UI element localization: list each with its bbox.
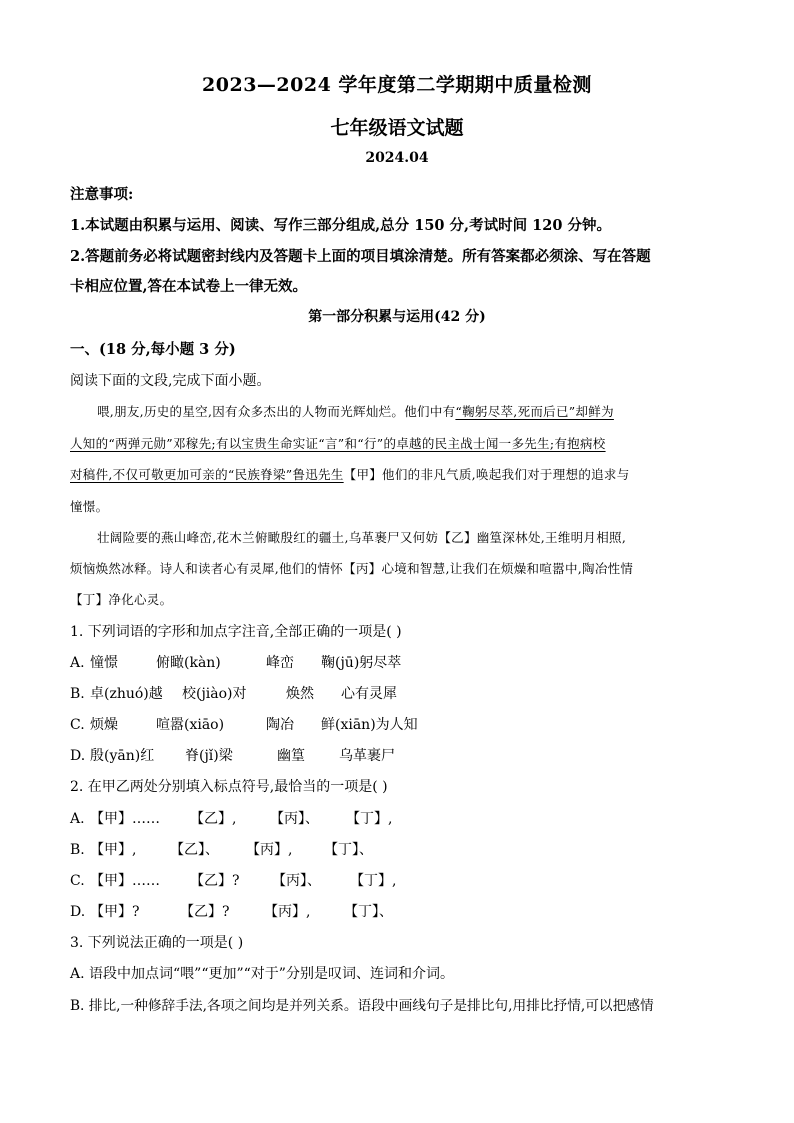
q1-option-d: [70, 745, 395, 765]
option-mark: 【丙】、: [270, 811, 319, 827]
question-3-stem: 3. 下列说法正确的一项是( ): [70, 935, 244, 951]
q3-option-b: B. 排比,一种修辞手法,各项之间均是并列关系。语段中画线句子是排比句,用排比抒情,可以把感情: [70, 998, 654, 1014]
option-label: D.: [70, 904, 86, 920]
q2-option-b: [70, 839, 373, 859]
part1-title: 第一部分积累与运用(42 分): [308, 309, 486, 325]
section1-heading: 一、(18 分,每小题 3 分): [70, 341, 236, 358]
option-word: 心有灵犀: [341, 686, 397, 702]
passage-line: 【丁】净化心灵。: [70, 592, 173, 607]
option-mark: 【丙】,: [246, 842, 293, 858]
notes-item-2-line-2: 卡相应位置,答在本试卷上一律无效。: [70, 278, 308, 295]
passage-line: [97, 402, 614, 420]
option-word: 喧嚣(xiāo): [156, 717, 225, 733]
option-label: B.: [70, 686, 85, 702]
passage-line: 烦恼焕然冰释。诗人和读者心有灵犀,他们的情怀【丙】心境和智慧,让我们在烦燥和喧嚣中,陶冶性情: [70, 561, 634, 576]
option-word: 焕然: [286, 686, 314, 702]
option-mark: 【甲】?: [90, 904, 140, 920]
passage-line: 憧憬。: [70, 499, 109, 514]
exam-title: 2023—2024 学年度第二学期期中质量检测: [202, 74, 592, 96]
option-mark: 【丁】、: [344, 904, 393, 920]
option-mark: 【甲】……: [90, 811, 160, 827]
question-1-stem: 1. 下列词语的字形和加点字注音,全部正确的一项是( ): [70, 624, 402, 640]
notes-item-1: 1.本试题由积累与运用、阅读、写作三部分组成,总分 150 分,考试时间 120 分钟。: [70, 217, 611, 234]
passage-text: 喂,朋友,历史的星空,因有众多杰出的人物而光辉灿烂。他们中有: [97, 404, 456, 419]
option-mark: 【甲】,: [90, 842, 137, 858]
option-word: 峰峦: [266, 655, 294, 671]
option-word: 幽篁: [277, 748, 305, 764]
q2-option-c: [70, 870, 396, 890]
option-mark: 【甲】……: [90, 873, 160, 889]
reading-instruction: 阅读下面的文段,完成下面小题。: [70, 373, 271, 389]
option-word: 校(jiào)对: [182, 686, 247, 702]
option-label: D.: [70, 748, 86, 764]
option-mark: 【乙】?: [190, 873, 240, 889]
option-word: 殷(yān)红: [90, 748, 155, 764]
exam-date: 2024.04: [365, 150, 429, 166]
option-word: 烦燥: [90, 717, 118, 733]
option-word: 乌革裹尸: [339, 748, 395, 764]
option-mark: 【乙】、: [170, 842, 219, 858]
option-word: 陶冶: [266, 717, 294, 733]
option-word: 鲜(xiān)为人知: [321, 717, 418, 733]
option-word: 脊(jǐ)梁: [185, 748, 233, 764]
passage-line: [70, 465, 630, 483]
option-word: 卓(zhuó)越: [90, 686, 163, 702]
notes-item-2-line-1: 2.答题前务必将试题密封线内及答题卡上面的项目填涂清楚。所有答案都必须涂、写在答题: [70, 248, 651, 265]
q1-option-a: [70, 652, 401, 672]
q2-option-d: [70, 901, 393, 921]
option-mark: 【丁】、: [324, 842, 373, 858]
notes-heading: 注意事项:: [70, 186, 134, 203]
q1-option-c: [70, 714, 418, 734]
option-mark: 【丙】、: [272, 873, 321, 889]
option-mark: 【乙】?: [180, 904, 230, 920]
option-label: B.: [70, 842, 85, 858]
passage-line: 壮阔险要的燕山峰峦,花木兰俯瞰殷红的疆土,乌革裹尸又何妨【乙】幽篁深林处,王维明月相照,: [97, 530, 627, 545]
q1-option-b: [70, 683, 397, 703]
option-label: C.: [70, 717, 85, 733]
q3-option-a: A. 语段中加点词“喂”“更加”“对于”分别是叹词、连词和介词。: [70, 966, 454, 982]
option-word: 憧憬: [90, 655, 118, 671]
option-label: A.: [70, 811, 85, 827]
option-word: 俯瞰(kàn): [156, 655, 221, 671]
option-label: C.: [70, 873, 85, 889]
option-word: 鞠(jū)躬尽萃: [321, 655, 402, 671]
underlined-sentence: “鞠躬尽萃,死而后已”却鲜为: [455, 404, 614, 419]
option-label: A.: [70, 655, 85, 671]
question-2-stem: 2. 在甲乙两处分别填入标点符号,最恰当的一项是( ): [70, 779, 388, 795]
option-mark: 【丙】,: [264, 904, 311, 920]
option-mark: 【丁】,: [350, 873, 397, 889]
exam-subtitle: 七年级语文试题: [330, 117, 464, 139]
option-mark: 【丁】,: [346, 811, 393, 827]
q2-option-a: [70, 808, 392, 828]
underlined-sentence: 人知的“两弹元勋”邓稼先;有以宝贵生命实证“言”和“行”的卓越的民主战士闻一多先生;有抱病校: [70, 436, 606, 451]
underlined-sentence: 对稿件,不仅可敬更加可亲的“民族脊梁”鲁迅先生: [70, 467, 344, 482]
option-mark: 【乙】,: [190, 811, 237, 827]
passage-text: 【甲】他们的非凡气质,唤起我们对于理想的追求与: [343, 467, 630, 482]
